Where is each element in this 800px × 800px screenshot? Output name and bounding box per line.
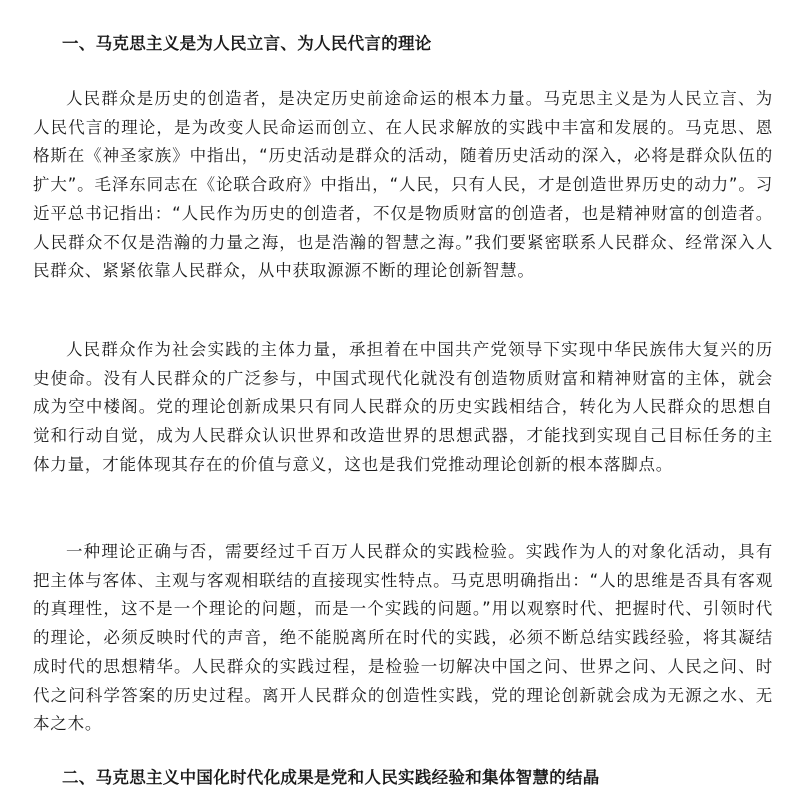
- paragraph-2: 人民群众作为社会实践的主体力量，承担着在中国共产党领导下实现中华民族伟大复兴的历史使命。没有人民群众的广泛参与，中国式现代化就没有创造物质财富和精神财富的主体，就会成为空中楼阁。党的理论创新成果只有同人民群众的历史实践相结合，转化为人民群众的思想自觉和行动自觉，成为人民群众认识世界和改造世界的思想武器，才能找到实现自己目标任务的主体力量，才能体现其存在的价值与意义，这也是我们党推动理论创新的根本落脚点。: [33, 340, 773, 474]
- section-heading-2: 二、马克思主义中国化时代化成果是党和人民实践经验和集体智慧的结晶: [62, 768, 600, 787]
- section-heading-1: 一、马克思主义是为人民立言、为人民代言的理论: [62, 34, 432, 53]
- paragraph-3: 一种理论正确与否，需要经过千百万人民群众的实践检验。实践作为人的对象化活动，具有把主体与客体、主观与客观相联结的直接现实性特点。马克思明确指出：“人的思维是否具有客观的真理性，这不是一个理论的问题，而是一个实践的问题。”用以观察时代、把握时代、引领时代的理论，必须反映时代的声音，绝不能脱离所在时代的实践，必须不断总结实践经验，将其凝结成时代的思想精华。人民群众的实践过程，是检验一切解决中国之问、世界之问、人民之问、时代之问科学答案的历史过程。离开人民群众的创造性实践，党的理论创新就会成为无源之水、无本之木。: [33, 542, 773, 734]
- paragraph-1: 人民群众是历史的创造者，是决定历史前途命运的根本力量。马克思主义是为人民立言、为人民代言的理论，是为改变人民命运而创立、在人民求解放的实践中丰富和发展的。马克思、恩格斯在《神圣家族》中指出，“历史活动是群众的活动，随着历史活动的深入，必将是群众队伍的扩大”。毛泽东同志在《论联合政府》中指出，“人民，只有人民，才是创造世界历史的动力”。习近平总书记指出：“人民作为历史的创造者，不仅是物质财富的创造者，也是精神财富的创造者。人民群众不仅是浩瀚的力量之海，也是浩瀚的智慧之海。”我们要紧密联系人民群众、经常深入人民群众、紧紧依靠人民群众，从中获取源源不断的理论创新智慧。: [33, 89, 773, 281]
